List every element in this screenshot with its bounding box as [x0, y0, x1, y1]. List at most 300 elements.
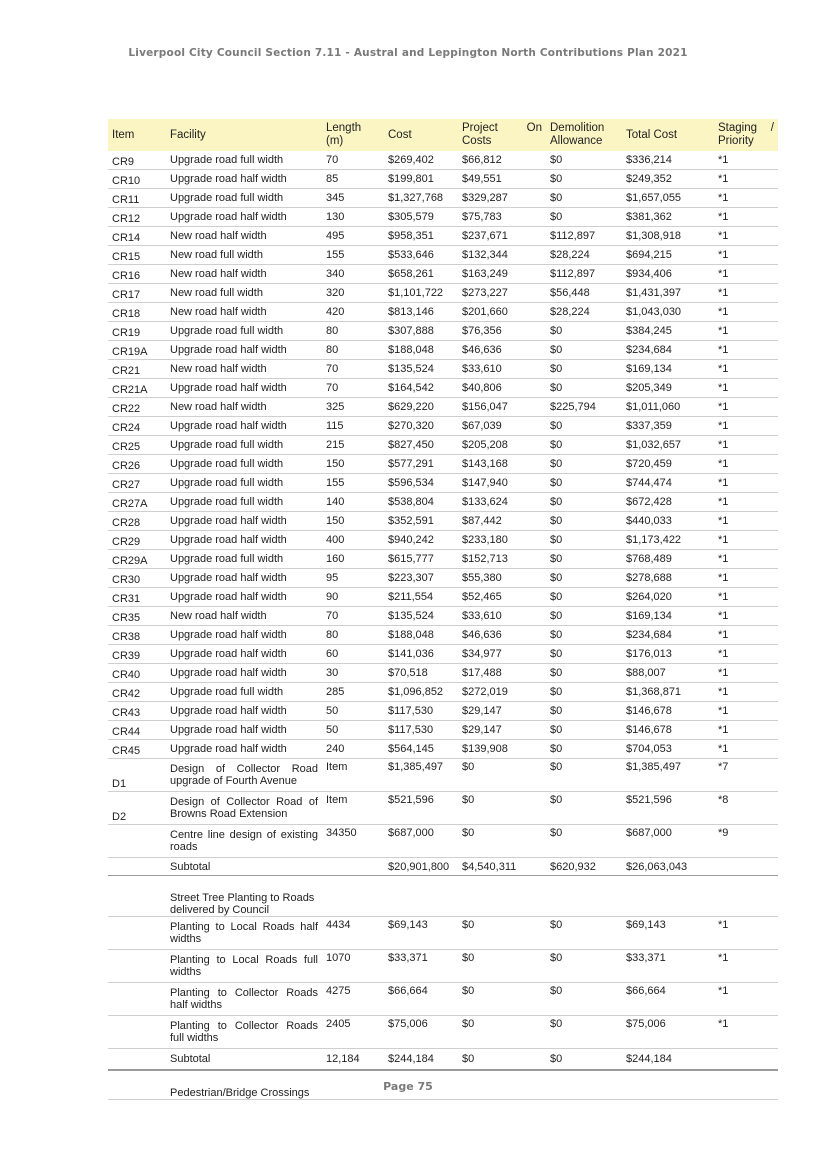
col-header-staging-line2: Priority [718, 135, 754, 147]
demolition-cell: $0 [546, 208, 622, 227]
total-cell: $687,000 [622, 825, 714, 858]
table-row [108, 455, 778, 474]
project-cell: $163,249 [458, 265, 546, 284]
staging-cell: *1 [714, 493, 778, 512]
item-cell: CR40 [108, 664, 166, 683]
table-row [108, 683, 778, 702]
facility-cell: Upgrade road half width [166, 626, 322, 645]
demolition-cell: $0 [546, 721, 622, 740]
cost-cell: $615,777 [384, 550, 458, 569]
total-cell: $384,245 [622, 322, 714, 341]
staging-cell: *1 [714, 170, 778, 189]
facility-cell: Upgrade road half width [166, 702, 322, 721]
cost-cell: $1,385,497 [384, 759, 458, 792]
staging-cell: *1 [714, 265, 778, 284]
col-header-cost: Cost [384, 119, 458, 151]
demolition-cell: $0 [546, 569, 622, 588]
demolition-cell: $0 [546, 474, 622, 493]
cost-cell: $269,402 [384, 151, 458, 170]
length-cell: 80 [322, 341, 384, 360]
facility-cell: New road half width [166, 303, 322, 322]
staging-cell: *1 [714, 208, 778, 227]
table-row [108, 417, 778, 436]
staging-cell: *1 [714, 379, 778, 398]
facility-cell: Design of Collector Road upgrade of Fourth Avenue [166, 759, 322, 792]
item-cell [108, 1049, 166, 1071]
demolition-cell: $0 [546, 341, 622, 360]
facility-cell: Upgrade road half width [166, 208, 322, 227]
staging-cell: *1 [714, 702, 778, 721]
total-cell: $1,043,030 [622, 303, 714, 322]
table-row [108, 721, 778, 740]
table-row [108, 702, 778, 721]
table-row [108, 645, 778, 664]
demolition-cell: $0 [546, 664, 622, 683]
staging-cell: *8 [714, 792, 778, 825]
item-cell: CR27 [108, 474, 166, 493]
length-cell: 70 [322, 360, 384, 379]
table-row [108, 531, 778, 550]
col-header-demolition: Demolition Allowance [546, 119, 622, 151]
table-row [108, 740, 778, 759]
facility-cell: Upgrade road half width [166, 721, 322, 740]
length-cell: 345 [322, 189, 384, 208]
empty-cell [714, 876, 778, 917]
project-cell: $272,019 [458, 683, 546, 702]
item-cell [108, 917, 166, 950]
cost-cell: $629,220 [384, 398, 458, 417]
total-cell: $33,371 [622, 950, 714, 983]
table-row [108, 950, 778, 983]
project-cell: $0 [458, 792, 546, 825]
total-cell: $440,033 [622, 512, 714, 531]
facility-cell: Upgrade road full width [166, 455, 322, 474]
cost-cell: $1,101,722 [384, 284, 458, 303]
total-cell: $704,053 [622, 740, 714, 759]
demolition-cell: $0 [546, 550, 622, 569]
table-row [108, 341, 778, 360]
table-row [108, 398, 778, 417]
staging-cell: *1 [714, 189, 778, 208]
demolition-cell: $0 [546, 626, 622, 645]
subtotal-project: $0 [458, 1049, 546, 1071]
demolition-cell: $225,794 [546, 398, 622, 417]
demolition-cell: $0 [546, 683, 622, 702]
facility-cell: Upgrade road half width [166, 512, 322, 531]
staging-cell: *1 [714, 474, 778, 493]
length-cell: 1070 [322, 950, 384, 983]
item-cell: CR45 [108, 740, 166, 759]
item-cell: D2 [108, 792, 166, 825]
length-cell: 70 [322, 151, 384, 170]
subtotal-total: $244,184 [622, 1049, 714, 1071]
length-cell: 215 [322, 436, 384, 455]
item-cell [108, 983, 166, 1016]
col-header-project-right: On [526, 122, 542, 134]
staging-cell: *1 [714, 1016, 778, 1049]
total-cell: $720,459 [622, 455, 714, 474]
length-cell: 95 [322, 569, 384, 588]
total-cell: $234,684 [622, 626, 714, 645]
table-row [108, 626, 778, 645]
table-header-row [108, 119, 778, 151]
total-cell: $1,385,497 [622, 759, 714, 792]
demolition-cell: $0 [546, 322, 622, 341]
cost-cell: $940,242 [384, 531, 458, 550]
cost-cell: $69,143 [384, 917, 458, 950]
subtotal-demolition: $0 [546, 1049, 622, 1071]
cost-cell: $307,888 [384, 322, 458, 341]
length-cell: 495 [322, 227, 384, 246]
item-cell [108, 858, 166, 876]
item-cell: CR17 [108, 284, 166, 303]
table-row [108, 983, 778, 1016]
facility-cell: Planting to Collector Roads full widths [166, 1016, 322, 1049]
length-cell: 325 [322, 398, 384, 417]
total-cell: $744,474 [622, 474, 714, 493]
staging-cell: *1 [714, 417, 778, 436]
page-number: Page 75 [383, 1080, 433, 1093]
length-cell: Item [322, 759, 384, 792]
total-cell: $337,359 [622, 417, 714, 436]
length-cell: 80 [322, 626, 384, 645]
length-cell: 420 [322, 303, 384, 322]
subtotal-project: $4,540,311 [458, 858, 546, 876]
staging-cell: *1 [714, 550, 778, 569]
col-header-project-costs [458, 119, 546, 151]
project-cell: $139,908 [458, 740, 546, 759]
length-cell: 70 [322, 607, 384, 626]
staging-cell: *1 [714, 341, 778, 360]
length-cell: 240 [322, 740, 384, 759]
total-cell: $205,349 [622, 379, 714, 398]
subtotal-row [108, 1049, 778, 1071]
demolition-cell: $0 [546, 607, 622, 626]
project-cell: $40,806 [458, 379, 546, 398]
item-cell: CR19A [108, 341, 166, 360]
facility-cell: Upgrade road half width [166, 379, 322, 398]
table-row [108, 569, 778, 588]
item-cell: CR14 [108, 227, 166, 246]
project-cell: $52,465 [458, 588, 546, 607]
table-row [108, 170, 778, 189]
length-cell: 130 [322, 208, 384, 227]
staging-cell [714, 858, 778, 876]
item-cell: CR11 [108, 189, 166, 208]
demolition-cell: $0 [546, 531, 622, 550]
length-cell: Item [322, 792, 384, 825]
demolition-cell: $0 [546, 170, 622, 189]
item-cell: CR44 [108, 721, 166, 740]
project-cell: $133,624 [458, 493, 546, 512]
total-cell: $1,011,060 [622, 398, 714, 417]
subtotal-label: Subtotal [166, 1049, 322, 1071]
empty-cell [622, 876, 714, 917]
staging-cell: *1 [714, 436, 778, 455]
item-cell: CR21A [108, 379, 166, 398]
staging-cell: *1 [714, 569, 778, 588]
item-cell: CR19 [108, 322, 166, 341]
demolition-cell: $28,224 [546, 246, 622, 265]
staging-cell: *9 [714, 825, 778, 858]
project-cell: $156,047 [458, 398, 546, 417]
facility-cell: Upgrade road full width [166, 493, 322, 512]
total-cell: $521,596 [622, 792, 714, 825]
col-header-staging-left: Staging [718, 122, 758, 134]
project-cell: $66,812 [458, 151, 546, 170]
cost-cell: $188,048 [384, 626, 458, 645]
demolition-cell: $0 [546, 702, 622, 721]
item-cell: D1 [108, 759, 166, 792]
length-cell: 285 [322, 683, 384, 702]
item-cell: CR12 [108, 208, 166, 227]
subtotal-cost: $20,901,800 [384, 858, 458, 876]
length-cell [322, 858, 384, 876]
item-cell [108, 825, 166, 858]
table-row [108, 512, 778, 531]
item-cell: CR22 [108, 398, 166, 417]
cost-cell: $66,664 [384, 983, 458, 1016]
facility-cell: New road half width [166, 398, 322, 417]
staging-cell: *1 [714, 322, 778, 341]
project-cell: $132,344 [458, 246, 546, 265]
item-cell: CR31 [108, 588, 166, 607]
facility-cell: Upgrade road half width [166, 569, 322, 588]
cost-cell: $188,048 [384, 341, 458, 360]
cost-cell: $135,524 [384, 360, 458, 379]
demolition-cell: $0 [546, 917, 622, 950]
total-cell: $169,134 [622, 360, 714, 379]
table-row [108, 1016, 778, 1049]
facility-cell: New road half width [166, 607, 322, 626]
cost-cell: $596,534 [384, 474, 458, 493]
demolition-cell: $0 [546, 493, 622, 512]
section-heading-pedestrian: Pedestrian/Bridge Crossings [166, 1070, 322, 1100]
cost-cell: $352,591 [384, 512, 458, 531]
length-cell: 150 [322, 512, 384, 531]
subtotal-label: Subtotal [166, 858, 322, 876]
total-cell: $934,406 [622, 265, 714, 284]
item-cell: CR15 [108, 246, 166, 265]
project-cell: $233,180 [458, 531, 546, 550]
table-row [108, 379, 778, 398]
project-cell: $29,147 [458, 702, 546, 721]
table-row [108, 664, 778, 683]
cost-cell: $305,579 [384, 208, 458, 227]
demolition-cell: $0 [546, 588, 622, 607]
empty-cell [322, 876, 384, 917]
project-cell: $46,636 [458, 626, 546, 645]
length-cell: 320 [322, 284, 384, 303]
cost-cell: $958,351 [384, 227, 458, 246]
facility-cell: Upgrade road full width [166, 474, 322, 493]
cost-cell: $70,518 [384, 664, 458, 683]
table-row [108, 265, 778, 284]
facility-cell: New road full width [166, 284, 322, 303]
cost-cell: $270,320 [384, 417, 458, 436]
item-cell: CR21 [108, 360, 166, 379]
length-cell: 80 [322, 322, 384, 341]
col-header-facility: Facility [166, 119, 322, 151]
project-cell: $75,783 [458, 208, 546, 227]
total-cell: $69,143 [622, 917, 714, 950]
cost-cell: $521,596 [384, 792, 458, 825]
col-header-project-line2: Costs [462, 135, 492, 147]
item-cell: CR28 [108, 512, 166, 531]
facility-cell: Upgrade road half width [166, 417, 322, 436]
table-row [108, 607, 778, 626]
project-cell: $273,227 [458, 284, 546, 303]
project-cell: $67,039 [458, 417, 546, 436]
cost-cell: $577,291 [384, 455, 458, 474]
staging-cell: *1 [714, 455, 778, 474]
facility-cell: Upgrade road full width [166, 683, 322, 702]
staging-cell: *1 [714, 360, 778, 379]
cost-cell: $135,524 [384, 607, 458, 626]
facility-cell: Design of Collector Road of Browns Road Extension [166, 792, 322, 825]
subtotal-length: 12,184 [322, 1049, 384, 1071]
section-heading-row [108, 876, 778, 917]
total-cell: $1,431,397 [622, 284, 714, 303]
table-row [108, 322, 778, 341]
item-cell: CR24 [108, 417, 166, 436]
item-cell [108, 876, 166, 917]
subtotal-demolition: $620,932 [546, 858, 622, 876]
facility-cell: Upgrade road half width [166, 341, 322, 360]
empty-cell [546, 876, 622, 917]
project-cell: $143,168 [458, 455, 546, 474]
staging-cell: *1 [714, 626, 778, 645]
staging-cell: *1 [714, 151, 778, 170]
staging-cell: *1 [714, 531, 778, 550]
staging-cell: *1 [714, 588, 778, 607]
cost-cell: $813,146 [384, 303, 458, 322]
item-cell: CR35 [108, 607, 166, 626]
table-row [108, 246, 778, 265]
cost-cell: $533,646 [384, 246, 458, 265]
staging-cell: *1 [714, 246, 778, 265]
length-cell: 4434 [322, 917, 384, 950]
staging-cell: *1 [714, 664, 778, 683]
facility-cell: Planting to Collector Roads half widths [166, 983, 322, 1016]
demolition-cell: $0 [546, 360, 622, 379]
length-cell: 2405 [322, 1016, 384, 1049]
total-cell: $249,352 [622, 170, 714, 189]
total-cell: $169,134 [622, 607, 714, 626]
total-cell: $336,214 [622, 151, 714, 170]
demolition-cell: $112,897 [546, 265, 622, 284]
item-cell: CR10 [108, 170, 166, 189]
demolition-cell: $0 [546, 436, 622, 455]
item-cell: CR29A [108, 550, 166, 569]
length-cell: 4275 [322, 983, 384, 1016]
demolition-cell: $0 [546, 983, 622, 1016]
demolition-cell: $0 [546, 455, 622, 474]
total-cell: $768,489 [622, 550, 714, 569]
facility-cell: New road half width [166, 265, 322, 284]
staging-cell: *1 [714, 284, 778, 303]
total-cell: $146,678 [622, 702, 714, 721]
project-cell: $0 [458, 825, 546, 858]
total-cell: $1,032,657 [622, 436, 714, 455]
demolition-cell: $0 [546, 1016, 622, 1049]
page-header: Liverpool City Council Section 7.11 - Austral and Leppington North Contributions Plan 2021 [128, 47, 688, 59]
project-cell: $17,488 [458, 664, 546, 683]
project-cell: $0 [458, 1016, 546, 1049]
staging-cell: *1 [714, 607, 778, 626]
facility-cell: Upgrade road half width [166, 588, 322, 607]
staging-cell: *7 [714, 759, 778, 792]
empty-cell [384, 876, 458, 917]
facility-cell: Upgrade road full width [166, 151, 322, 170]
staging-cell: *1 [714, 303, 778, 322]
subtotal-row [108, 858, 778, 876]
demolition-cell: $0 [546, 512, 622, 531]
project-cell: $46,636 [458, 341, 546, 360]
demolition-cell: $0 [546, 825, 622, 858]
length-cell: 85 [322, 170, 384, 189]
length-cell: 140 [322, 493, 384, 512]
length-cell: 30 [322, 664, 384, 683]
cost-cell: $827,450 [384, 436, 458, 455]
cost-cell: $117,530 [384, 721, 458, 740]
table-row [108, 303, 778, 322]
staging-cell [714, 1049, 778, 1071]
demolition-cell: $0 [546, 151, 622, 170]
facility-cell: Planting to Local Roads full widths [166, 950, 322, 983]
table-row [108, 474, 778, 493]
cost-cell: $658,261 [384, 265, 458, 284]
staging-cell: *1 [714, 398, 778, 417]
demolition-cell: $0 [546, 950, 622, 983]
table-row [108, 825, 778, 858]
cost-cell: $1,327,768 [384, 189, 458, 208]
item-cell [108, 950, 166, 983]
cost-cell: $75,006 [384, 1016, 458, 1049]
project-cell: $201,660 [458, 303, 546, 322]
total-cell: $1,657,055 [622, 189, 714, 208]
length-cell: 340 [322, 265, 384, 284]
table-row [108, 360, 778, 379]
demolition-cell: $0 [546, 417, 622, 436]
demolition-cell: $0 [546, 792, 622, 825]
staging-cell: *1 [714, 950, 778, 983]
table-row [108, 792, 778, 825]
item-cell: CR16 [108, 265, 166, 284]
length-cell: 34350 [322, 825, 384, 858]
project-cell: $29,147 [458, 721, 546, 740]
facility-cell: Upgrade road full width [166, 189, 322, 208]
facility-cell: Upgrade road half width [166, 740, 322, 759]
project-cell: $0 [458, 983, 546, 1016]
total-cell: $1,308,918 [622, 227, 714, 246]
item-cell: CR39 [108, 645, 166, 664]
project-cell: $0 [458, 950, 546, 983]
project-cell: $237,671 [458, 227, 546, 246]
table-row [108, 189, 778, 208]
cost-cell: $117,530 [384, 702, 458, 721]
facility-cell: Upgrade road half width [166, 664, 322, 683]
facility-cell: New road half width [166, 227, 322, 246]
total-cell: $278,688 [622, 569, 714, 588]
total-cell: $88,007 [622, 664, 714, 683]
project-cell: $0 [458, 759, 546, 792]
col-header-total: Total Cost [622, 119, 714, 151]
staging-cell: *1 [714, 721, 778, 740]
item-cell: CR18 [108, 303, 166, 322]
cost-cell: $211,554 [384, 588, 458, 607]
cost-cell: $223,307 [384, 569, 458, 588]
